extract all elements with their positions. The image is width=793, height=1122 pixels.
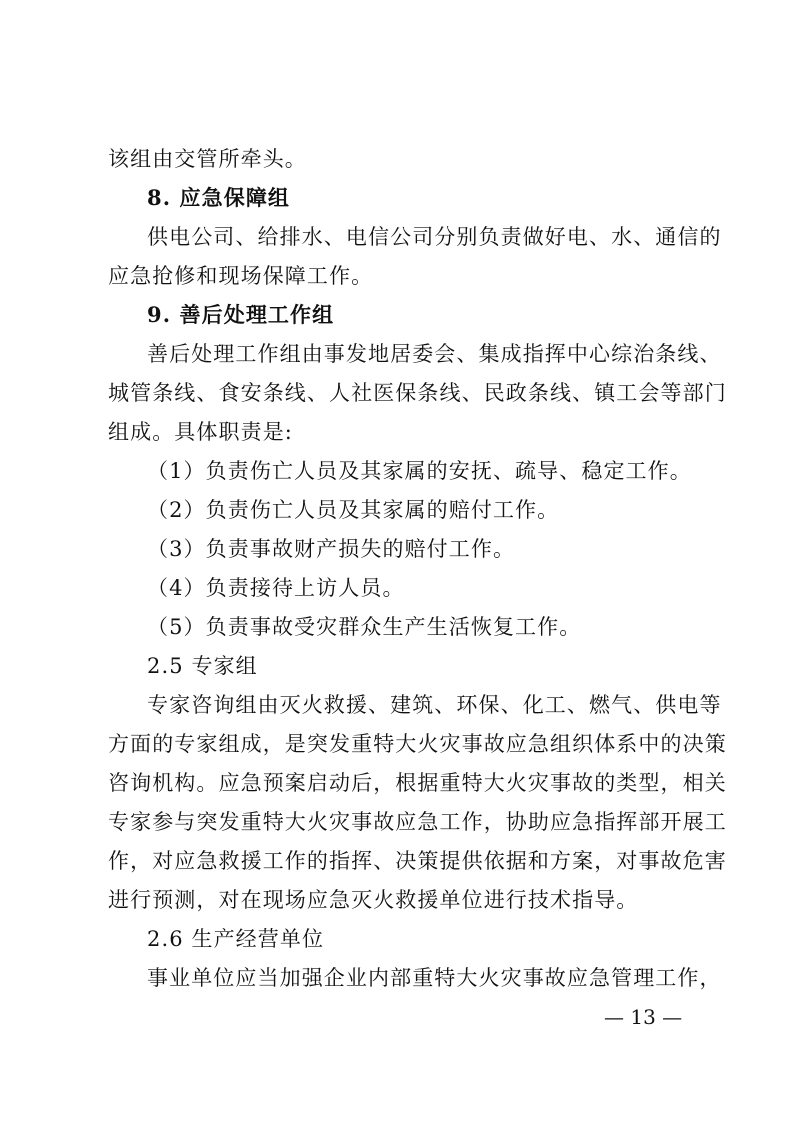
paragraph-line: 事业单位应当加强企业内部重特大火灾事故应急管理工作， xyxy=(147,966,722,990)
duty-item-5: （5）负责事故受灾群众生产生活恢复工作。 xyxy=(147,615,582,639)
paragraph-line: 供电公司、给排水、电信公司分别负责做好电、水、通信的 xyxy=(147,225,722,249)
paragraph-line: 善后处理工作组由事发地居委会、集成指挥中心综治条线、 xyxy=(147,342,722,366)
paragraph-line: 咨询机构。应急预案启动后，根据重特大火灾事故的类型，相关 xyxy=(108,771,727,795)
duty-item-2: （2）负责伤亡人员及其家属的赔付工作。 xyxy=(147,498,560,522)
page-number: — 13 — xyxy=(604,1005,683,1029)
duty-item-1: （1）负责伤亡人员及其家属的安抚、疏导、稳定工作。 xyxy=(147,459,692,483)
paragraph-line: 组成。具体职责是: xyxy=(108,420,293,444)
paragraph-line: 进行预测，对在现场应急灭火救援单位进行技术指导。 xyxy=(108,888,639,912)
section-heading-2-5: 2.5 专家组 xyxy=(147,654,258,678)
paragraph-line: 城管条线、食安条线、人社医保条线、民政条线、镇工会等部门 xyxy=(108,381,727,405)
section-heading-9: 9. 善后处理工作组 xyxy=(147,302,335,327)
paragraph-line: 该组由交管所牵头。 xyxy=(108,147,307,171)
paragraph-line: 专家咨询组由灭火救援、建筑、环保、化工、燃气、供电等 xyxy=(147,693,722,717)
paragraph-line: 应急抢修和现场保障工作。 xyxy=(108,264,374,288)
section-heading-2-6: 2.6 生产经营单位 xyxy=(147,927,325,951)
duty-item-3: （3）负责事故财产损失的赔付工作。 xyxy=(147,537,516,561)
duty-item-4: （4）负责接待上访人员。 xyxy=(147,576,405,600)
section-heading-8: 8. 应急保障组 xyxy=(147,185,291,210)
paragraph-line: 专家参与突发重特大火灾事故应急工作，协助应急指挥部开展工 xyxy=(108,810,727,834)
paragraph-line: 作，对应急救援工作的指挥、决策提供依据和方案，对事故危害 xyxy=(108,849,727,873)
paragraph-line: 方面的专家组成，是突发重特大火灾事故应急组织体系中的决策 xyxy=(108,732,727,756)
